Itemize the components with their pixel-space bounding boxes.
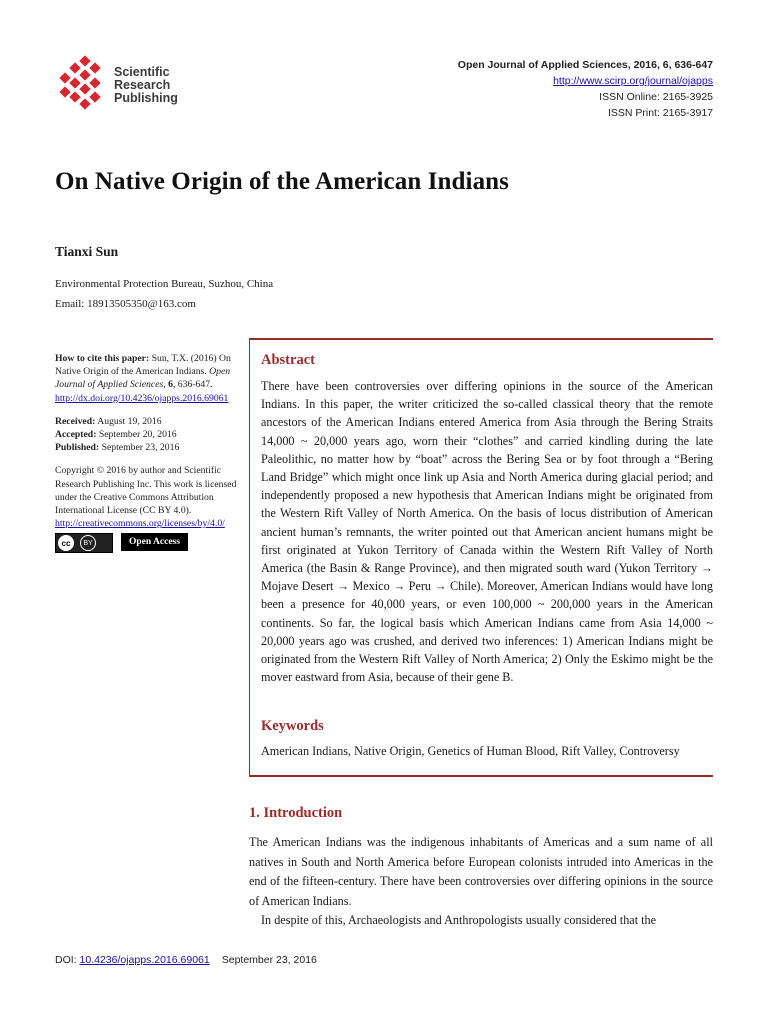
cite-separator: , [163,379,169,391]
introduction-body [249,833,713,931]
license-badges [55,533,245,553]
abstract-bottom-rule [249,775,713,777]
cite-doi-link[interactable]: http://dx.doi.org/10.4236/ojapps.2016.69061 [55,392,229,404]
journal-citation: Open Journal of Applied Sciences, 2016, 6, 636-647 [457,59,713,71]
accepted-label: Accepted: [55,429,97,441]
article-info-sidebar [55,352,245,553]
keywords-heading: Keywords [261,718,324,734]
published-label: Published: [55,442,100,454]
introduction-heading: 1. Introduction [249,805,343,821]
issn-online: ISSN Online: 2165-3925 [599,91,713,103]
publisher-name-line: Publishing [114,91,178,105]
abstract-left-rule [249,338,250,775]
intro-paragraph: The American Indians was the indigenous inhabitants of Americas and a sum name of all natives in South and North America before European colonists intruded into Americas in the end of the fifteen-century. There have been controversies over differing opinions in the source of American Indians. [249,835,713,908]
copyright-block [55,464,245,530]
open-access-badge[interactable]: Open Access [121,533,188,551]
creative-commons-icon: cc [58,535,74,551]
keywords-text: American Indians, Native Origin, Genetics of Human Blood, Rift Valley, Controversy [261,744,680,758]
author-name: Tianxi Sun [55,244,119,259]
cite-label: How to cite this paper: [55,353,150,364]
journal-header [458,57,713,121]
journal-url-link[interactable]: http://www.scirp.org/journal/ojapps [553,75,713,87]
author-affiliation: Environmental Protection Bureau, Suzhou, China [55,278,274,290]
footer-doi-label: DOI: [55,954,80,966]
scirp-diamond-logo-icon [55,55,115,115]
footer-doi-link[interactable]: 10.4236/ojapps.2016.69061 [79,954,210,966]
received-date: August 19, 2016 [95,415,162,427]
article-title: On Native Origin of the American Indians [55,168,510,195]
abstract-top-rule [249,338,713,340]
publisher-name-line: Scientific [114,65,170,79]
copyright-text: Copyright © 2016 by author and Scientific Research Publishing Inc. This work is licensed under the Creative Commons Attribution International License (CC BY 4.0). [55,465,237,517]
accepted-date: September 20, 2016 [96,429,177,441]
cite-journal: Open Journal of Applied Sciences [55,366,231,391]
received-label: Received: [55,415,96,427]
license-link[interactable]: http://creativecommons.org/licenses/by/4.0/ [55,518,225,530]
author-email: Email: 18913505350@163.com [55,298,196,310]
attribution-icon: BY [80,535,96,551]
intro-paragraph: In despite of this, Archaeologists and Anthropologists usually considered that the [261,913,657,927]
abstract-text: There have been controversies over differing opinions in the source of the American Indians. In this paper, the writer criticized the so-called classical theory that the remote ancestors of the American Indians entered America from Asia through the Bering Straits 14,000 ~ 20,000 years ago, worn their “clothes” and carried kindling during the late Paleolithic, no matter how by “boat” across the Bering Sea or by foot through a “Bering Land Bridge” which might once link up Asia and North America during glacial period; and independently proposed a new hypothesis that American Indians might be originated from the Western Rift Valley of North America. On the basis of locus distribution of American ancient human’s remnants, the writer pointed out that American ancient humans might be first originated at Yukon Territory of Canada within the Western Rift Valley of North America (the Basin & Range Province), and then migrated south ward (Yukon Territory → Mojave Desert → Mexico → Peru → Chile). Moreover, American Indians would have long been a presence for 40,000 years, or even 100,000 ~ 200,000 years in the American continents. So far, the logical basis which American Indians came from Asia 14,000 ~ 20,000 years ago was crushed, and derived two inferences: 1) American Indians might be originated from the Western Rift Valley of North America; 2) Only the Eskimo might be the mover eastward from Asia, because of their gene B. [261,379,713,685]
published-date: September 23, 2016 [99,442,180,454]
cite-text: Sun, T.X. (2016) On Native Origin of the American Indians. [55,353,231,378]
cc-by-badge[interactable] [55,533,113,553]
footer-date: September 23, 2016 [221,954,317,966]
dates-block [55,415,245,455]
page-footer [55,954,317,966]
citation-block [55,352,245,405]
abstract-heading: Abstract [261,352,315,368]
publisher-name-line: Research [114,78,171,92]
cite-volume: 6 [168,379,173,391]
cite-pages: , 636-647. [172,379,213,391]
publisher-name [114,66,178,105]
issn-print: ISSN Print: 2165-3917 [607,107,713,119]
